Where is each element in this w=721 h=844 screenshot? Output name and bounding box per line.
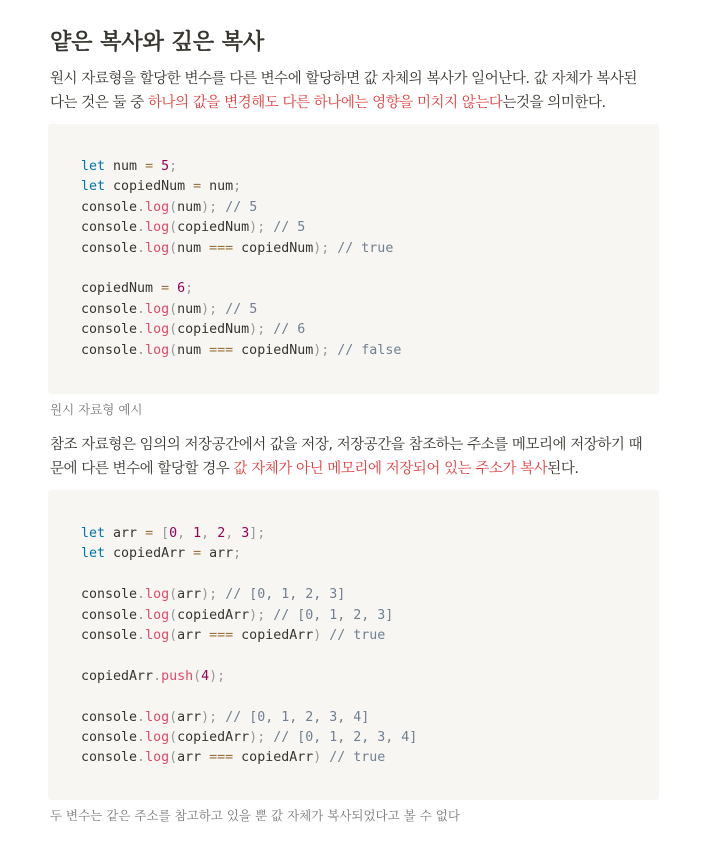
code-line: console.log(copiedArr); // [0, 1, 2, 3] [81,607,394,623]
paragraph-primitive-copy [50,68,662,115]
code-line: console.log(num === copiedNum); // true [81,240,394,256]
paragraph-text: 는것을 의미한다. [502,94,606,111]
code-content [81,157,401,361]
code-line: console.log(arr); // [0, 1, 2, 3] [81,587,346,603]
code-line: console.log(arr === copiedArr) // true [81,750,386,766]
code-line [81,259,401,279]
code-line: console.log(arr); // [0, 1, 2, 3, 4] [81,709,370,725]
code-line: console.log(num === copiedNum); // false [81,342,402,358]
code-line [81,565,417,585]
code-line: console.log(num); // 5 [81,199,258,215]
highlighted-text: 값 자체가 아닌 메모리에 저장되어 있는 주소가 복사 [233,460,548,477]
paragraph-text: 다는 것은 둘 중 [50,94,148,111]
code-line: console.log(copiedNum); // 5 [81,220,306,236]
code-line: copiedNum = 6; [81,281,194,297]
code-caption: 원시 자료형 예시 [50,402,143,417]
highlighted-text: 하나의 값을 변경해도 다른 하나에는 영향을 미치지 않는다 [147,94,503,111]
code-line: console.log(copiedArr); // [0, 1, 2, 3, 4] [81,729,418,745]
paragraph-line: 참조 자료형은 임의의 저장공간에서 값을 저장, 저장공간을 참조하는 주소를 메모리에 저장하기 때 [50,437,643,453]
code-caption: 두 변수는 같은 주소를 참고하고 있을 뿐 값 자체가 복사되었다고 볼 수 없다 [50,808,460,823]
code-line: let copiedArr = arr; [81,546,242,562]
paragraph-text: 문에 다른 변수에 할당할 경우 [50,460,234,477]
code-line: console.log(arr === copiedArr) // true [81,627,386,643]
code-line [81,646,417,666]
paragraph-line: 원시 자료형을 할당한 변수를 다른 변수에 할당하면 값 자체의 복사가 일어난다. 값 자체가 복사된 [50,71,637,87]
code-line: console.log(copiedNum); // 6 [81,322,306,338]
code-line: console.log(num); // 5 [81,301,258,317]
page-heading: 얕은 복사와 깊은 복사 [50,30,265,55]
code-line: copiedArr.push(4); [81,668,226,684]
code-line: let num = 5; [81,159,178,174]
code-block-reference[interactable] [48,490,659,800]
paragraph-reference-copy [50,434,662,481]
code-line: let copiedNum = num; [81,179,242,195]
code-content [81,524,417,769]
paragraph-text: 된다. [547,460,579,477]
code-block-primitive[interactable] [48,124,659,394]
code-line [81,687,417,707]
code-line: let arr = [0, 1, 2, 3]; [81,526,266,541]
